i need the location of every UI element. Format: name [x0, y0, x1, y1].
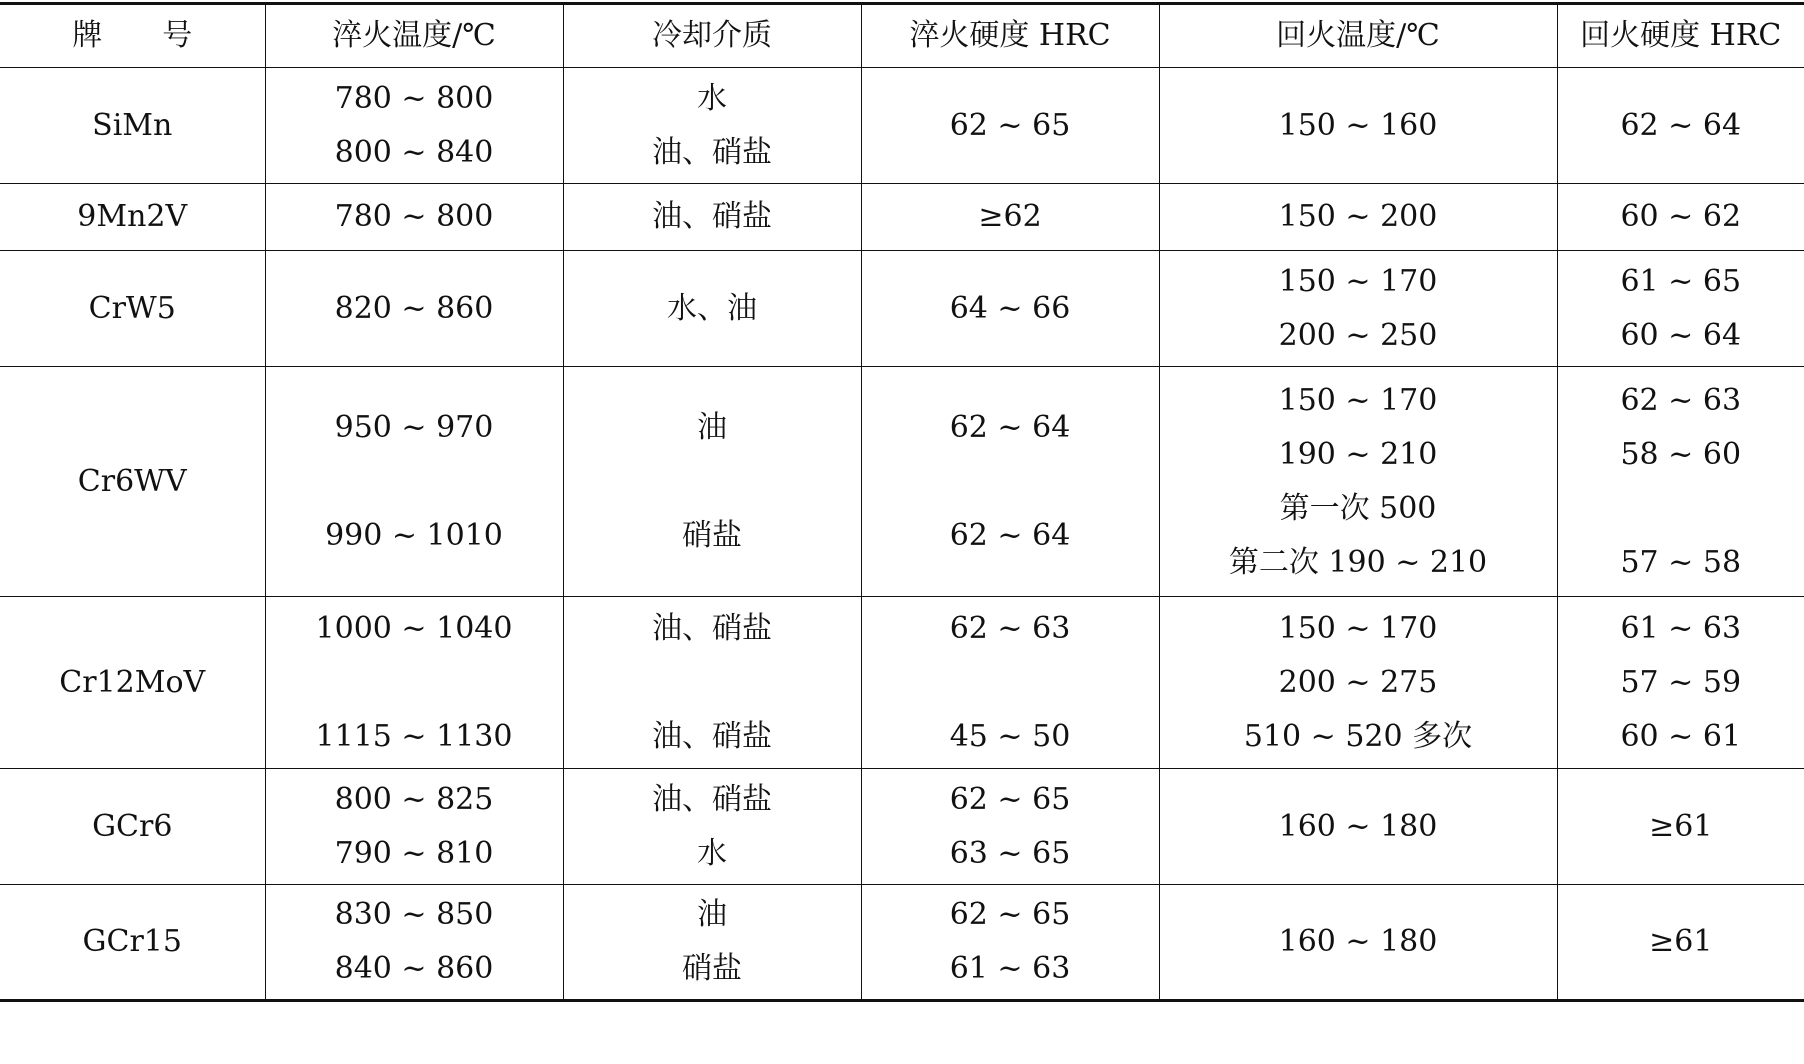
table-row: [0, 251, 1804, 367]
cooling-medium-cell: [563, 769, 861, 885]
cell-line: 780 ~ 800: [334, 80, 494, 116]
temper-hardness-cell: [1557, 367, 1804, 597]
cell-line: 790 ~ 810: [334, 835, 494, 871]
cell-line: 油、硝盐: [652, 781, 772, 817]
cell-line: 190 ~ 210: [1278, 436, 1438, 472]
cell-lines: [564, 190, 861, 244]
grade-cell: 9Mn2V: [0, 184, 265, 251]
cell-lines: [564, 602, 861, 764]
grade-cell: GCr6: [0, 769, 265, 885]
cell-lines: [1558, 374, 1804, 590]
cell-lines: [564, 401, 861, 563]
cell-line: 840 ~ 860: [334, 951, 494, 986]
cell-lines: [266, 401, 563, 563]
cell-line: [564, 656, 861, 710]
cell-line: 水、油: [667, 290, 757, 326]
cell-lines: [1558, 800, 1804, 854]
header-temper-temperature: 回火温度/℃: [1159, 4, 1557, 68]
cell-line: 硝盐: [682, 517, 742, 553]
cell-line: 200 ~ 250: [1278, 317, 1438, 353]
cell-line: 60 ~ 61: [1620, 718, 1742, 754]
temper-hardness-cell: [1557, 885, 1804, 1001]
cell-line: [266, 656, 563, 710]
cell-line: 62 ~ 65: [949, 107, 1071, 143]
cell-line: 57 ~ 59: [1620, 664, 1742, 700]
cell-lines: [1160, 915, 1557, 969]
cell-lines: [1558, 915, 1804, 969]
grade-cell: Cr6WV: [0, 367, 265, 597]
cell-lines: [1558, 255, 1804, 363]
cell-lines: [564, 282, 861, 336]
cell-lines: [1160, 190, 1557, 244]
cell-lines: [266, 773, 563, 881]
cell-line: 160 ~ 180: [1278, 924, 1438, 959]
cell-line: 61 ~ 63: [949, 951, 1071, 986]
cell-line: 油、硝盐: [652, 718, 772, 754]
cell-line: 950 ~ 970: [334, 409, 494, 445]
cell-line: ≥61: [1649, 924, 1713, 959]
quench-temperature-cell: [265, 251, 563, 367]
cell-line: 200 ~ 275: [1278, 664, 1438, 700]
cell-line: 62 ~ 64: [949, 409, 1071, 445]
cell-line: 820 ~ 860: [334, 290, 494, 326]
cooling-medium-cell: [563, 68, 861, 184]
cell-line: 62 ~ 64: [949, 517, 1071, 553]
table-row: [0, 597, 1804, 769]
cell-lines: [1558, 99, 1804, 153]
quench-temperature-cell: [265, 68, 563, 184]
quench-hardness-cell: [861, 885, 1159, 1001]
quench-temperature-cell: [265, 184, 563, 251]
cell-lines: [862, 602, 1159, 764]
header-quench-temperature: 淬火温度/℃: [265, 4, 563, 68]
cell-line: 第二次 190 ~ 210: [1228, 544, 1488, 580]
quench-hardness-cell: [861, 251, 1159, 367]
temper-temperature-cell: [1159, 251, 1557, 367]
temper-temperature-cell: [1159, 68, 1557, 184]
cell-line: 62 ~ 65: [949, 897, 1071, 932]
cell-lines: [862, 888, 1159, 996]
grade-cell: SiMn: [0, 68, 265, 184]
cell-lines: [1160, 255, 1557, 363]
cell-lines: [1160, 374, 1557, 590]
cell-line: 150 ~ 170: [1278, 263, 1438, 299]
cooling-medium-cell: [563, 251, 861, 367]
steel-heat-treatment-table: [0, 2, 1804, 1002]
cell-lines: [266, 888, 563, 996]
grade-cell: GCr15: [0, 885, 265, 1001]
header-grade: 牌 号: [0, 4, 265, 68]
cell-line: 62 ~ 63: [1620, 382, 1742, 418]
cell-line: 150 ~ 200: [1278, 199, 1438, 234]
cell-line: 油: [697, 897, 727, 932]
temper-hardness-cell: [1557, 597, 1804, 769]
cell-line: ≥62: [978, 199, 1042, 234]
cell-line: 800 ~ 825: [334, 781, 494, 817]
quench-temperature-cell: [265, 885, 563, 1001]
cooling-medium-cell: [563, 597, 861, 769]
cell-line: 150 ~ 170: [1278, 610, 1438, 646]
cell-line: 160 ~ 180: [1278, 808, 1438, 844]
cell-lines: [564, 72, 861, 180]
cell-lines: [862, 99, 1159, 153]
cell-line: 硝盐: [682, 951, 742, 986]
cell-line: 57 ~ 58: [1620, 544, 1742, 580]
grade-cell: Cr12MoV: [0, 597, 265, 769]
cell-line: 63 ~ 65: [949, 835, 1071, 871]
quench-hardness-cell: [861, 184, 1159, 251]
temper-temperature-cell: [1159, 597, 1557, 769]
cell-line: 61 ~ 63: [1620, 610, 1742, 646]
cell-line: 油、硝盐: [652, 610, 772, 646]
cell-lines: [266, 282, 563, 336]
cell-line: 水: [697, 835, 727, 871]
temper-temperature-cell: [1159, 367, 1557, 597]
cell-line: 800 ~ 840: [334, 134, 494, 170]
cooling-medium-cell: [563, 367, 861, 597]
cell-line: [266, 455, 563, 509]
cell-line: 830 ~ 850: [334, 897, 494, 932]
cell-lines: [266, 72, 563, 180]
cell-line: 62 ~ 64: [1620, 107, 1742, 143]
quench-hardness-cell: [861, 367, 1159, 597]
table-row: [0, 184, 1804, 251]
header-quench-hardness: 淬火硬度 HRC: [861, 4, 1159, 68]
cell-line: 60 ~ 64: [1620, 317, 1742, 353]
table-body: [0, 68, 1804, 1001]
cell-line: 油、硝盐: [652, 199, 772, 234]
quench-hardness-cell: [861, 597, 1159, 769]
cell-line: [564, 455, 861, 509]
quench-hardness-cell: [861, 68, 1159, 184]
table-row: [0, 885, 1804, 1001]
grade-cell: CrW5: [0, 251, 265, 367]
cell-line: 45 ~ 50: [949, 718, 1071, 754]
quench-hardness-cell: [861, 769, 1159, 885]
cell-line: 61 ~ 65: [1620, 263, 1742, 299]
cooling-medium-cell: [563, 885, 861, 1001]
cell-line: 58 ~ 60: [1620, 436, 1742, 472]
cell-line: 62 ~ 63: [949, 610, 1071, 646]
temper-hardness-cell: [1557, 251, 1804, 367]
table-row: [0, 367, 1804, 597]
cell-lines: [564, 888, 861, 996]
cell-lines: [1558, 602, 1804, 764]
header-temper-hardness: 回火硬度 HRC: [1557, 4, 1804, 68]
temper-hardness-cell: [1557, 184, 1804, 251]
cell-line: 510 ~ 520 多次: [1243, 718, 1473, 754]
cooling-medium-cell: [563, 184, 861, 251]
temper-hardness-cell: [1557, 68, 1804, 184]
header-row: [0, 4, 1804, 68]
cell-line: 64 ~ 66: [949, 290, 1071, 326]
table-row: [0, 68, 1804, 184]
quench-temperature-cell: [265, 597, 563, 769]
cell-line: 150 ~ 170: [1278, 382, 1438, 418]
cell-line: 780 ~ 800: [334, 199, 494, 234]
cell-lines: [862, 401, 1159, 563]
cell-line: 1115 ~ 1130: [315, 718, 513, 754]
cell-line: 1000 ~ 1040: [315, 610, 513, 646]
cell-lines: [266, 190, 563, 244]
cell-lines: [862, 190, 1159, 244]
cell-line: 第一次 500: [1279, 490, 1437, 526]
cell-line: 150 ~ 160: [1278, 107, 1438, 143]
cell-line: 62 ~ 65: [949, 781, 1071, 817]
cell-lines: [564, 773, 861, 881]
cell-line: 990 ~ 1010: [325, 517, 503, 553]
cell-lines: [1558, 190, 1804, 244]
cell-lines: [1160, 800, 1557, 854]
cell-line: [862, 656, 1159, 710]
cell-lines: [862, 773, 1159, 881]
cell-line: 60 ~ 62: [1620, 199, 1742, 234]
cell-lines: [266, 602, 563, 764]
temper-temperature-cell: [1159, 885, 1557, 1001]
cell-line: 油: [697, 409, 727, 445]
cell-line: ≥61: [1649, 808, 1713, 844]
header-cooling-medium: 冷却介质: [563, 4, 861, 68]
cell-line: 水: [697, 80, 727, 116]
cell-line: 油、硝盐: [652, 134, 772, 170]
temper-temperature-cell: [1159, 184, 1557, 251]
cell-line: [862, 455, 1159, 509]
cell-lines: [1160, 602, 1557, 764]
temper-temperature-cell: [1159, 769, 1557, 885]
table-row: [0, 769, 1804, 885]
cell-lines: [862, 282, 1159, 336]
cell-line: [1558, 482, 1804, 536]
quench-temperature-cell: [265, 769, 563, 885]
quench-temperature-cell: [265, 367, 563, 597]
cell-lines: [1160, 99, 1557, 153]
temper-hardness-cell: [1557, 769, 1804, 885]
